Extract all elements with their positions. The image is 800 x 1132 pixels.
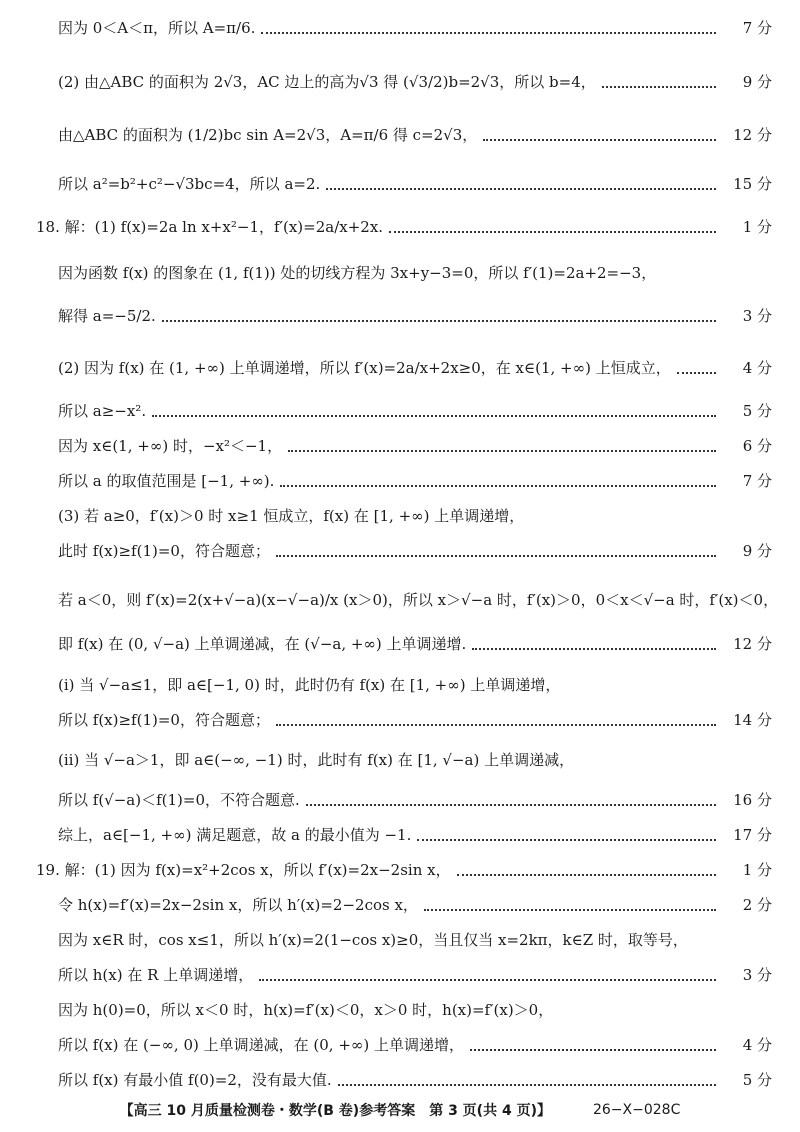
answer-line: 19. 解：(1) 因为 f(x)=x²+2cos x，所以 f′(x)=2x−2sin x， 1 分 [36, 854, 800, 884]
score-label: 15 分 [733, 174, 772, 193]
answer-line: 因为函数 f(x) 的图象在 (1, f(1)) 处的切线方程为 3x+y−3=0，所以 f′(1)=2a+2=−3， [58, 263, 657, 282]
score-label: 6 分 [742, 436, 772, 455]
page-footer [0, 1096, 800, 1124]
score-label: 9 分 [742, 541, 772, 560]
answer-line: 所以 a²=b²+c²−√3bc=4，所以 a=2. 15 分 [58, 168, 800, 198]
footer-code: 26−X−028C [592, 1102, 681, 1118]
answer-line: 因为 h(0)=0，所以 x＜0 时，h(x)=f′(x)＜0，x＞0 时，h(x)=f′(x)＞0， [58, 1000, 554, 1019]
leader-dots [472, 646, 716, 650]
leader-dots [326, 186, 716, 190]
answer-line: 所以 f(x) 在 (−∞, 0) 上单调递减，在 (0, +∞) 上单调递增， 4 分 [58, 1029, 800, 1059]
answer-line: (2) 因为 f(x) 在 (1, +∞) 上单调递增，所以 f′(x)=2a/x+2x≥0，在 x∈(1, +∞) 上恒成立， 4 分 [58, 352, 800, 382]
leader-dots [288, 448, 716, 452]
leader-dots [152, 413, 716, 417]
leader-dots [602, 84, 716, 88]
leader-dots [338, 1082, 716, 1086]
leader-dots [457, 872, 716, 876]
answer-line: (ⅰ) 当 √−a≤1，即 a∈[−1, 0) 时，此时仍有 f(x) 在 [1, +∞) 上单调递增， [58, 675, 561, 694]
answer-line: 解得 a=−5/2. 3 分 [58, 300, 800, 330]
score-label: 7 分 [742, 18, 772, 37]
leader-dots [306, 802, 716, 806]
answer-line: 所以 f(x)≥f(1)=0，符合题意； 14 分 [58, 704, 800, 734]
answer-line: 令 h(x)=f′(x)=2x−2sin x，所以 h′(x)=2−2cos x， 2 分 [58, 889, 800, 919]
score-label: 5 分 [742, 1070, 772, 1089]
score-label: 2 分 [742, 895, 772, 914]
answer-line: 因为 x∈R 时，cos x≤1，所以 h′(x)=2(1−cos x)≥0，当且仅当 x=2kπ，k∈Z 时，取等号， [58, 930, 688, 949]
score-label: 3 分 [742, 306, 772, 325]
footer-title: 【高三 10 月质量检测卷・数学(B 卷)参考答案 第 3 页(共 4 页)】 [119, 1103, 551, 1119]
answer-line: 综上，a∈[−1, +∞) 满足题意，故 a 的最小值为 −1. 17 分 [58, 819, 800, 849]
leader-dots [424, 907, 716, 911]
answer-line: 由△ABC 的面积为 (1/2)bc sin A=2√3，A=π/6 得 c=2√3， 12 分 [58, 119, 800, 149]
leader-dots [162, 318, 716, 322]
leader-dots [280, 483, 716, 487]
answer-line: 所以 h(x) 在 R 上单调递增， 3 分 [58, 959, 800, 989]
answer-line: 所以 f(√−a)＜f(1)=0，不符合题意. 16 分 [58, 784, 800, 814]
score-label: 3 分 [742, 965, 772, 984]
answer-line: (ⅱ) 当 √−a＞1，即 a∈(−∞, −1) 时，此时有 f(x) 在 [1, √−a) 上单调递减， [58, 750, 575, 769]
score-label: 16 分 [733, 790, 772, 809]
answer-line: 因为 0＜A＜π，所以 A=π/6. 7 分 [58, 12, 800, 42]
leader-dots [259, 977, 716, 981]
score-label: 12 分 [733, 634, 772, 653]
score-label: 1 分 [742, 217, 772, 236]
score-label: 1 分 [742, 860, 772, 879]
score-label: 9 分 [742, 72, 772, 91]
leader-dots [276, 722, 716, 726]
answer-line: 若 a＜0，则 f′(x)=2(x+√−a)(x−√−a)/x (x＞0)，所以 x＞√−a 时，f′(x)＞0，0＜x＜√−a 时，f′(x)＜0， [58, 590, 779, 609]
answer-line: 18. 解：(1) f(x)=2a ln x+x²−1，f′(x)=2a/x+2x. 1 分 [36, 211, 800, 241]
answer-line: 所以 a 的取值范围是 [−1, +∞). 7 分 [58, 465, 800, 495]
leader-dots [417, 837, 716, 841]
leader-dots [389, 229, 716, 233]
score-label: 14 分 [733, 710, 772, 729]
answer-line: 即 f(x) 在 (0, √−a) 上单调递减，在 (√−a, +∞) 上单调递增. 12 分 [58, 628, 800, 658]
score-label: 12 分 [733, 125, 772, 144]
answer-line: 此时 f(x)≥f(1)=0，符合题意； 9 分 [58, 535, 800, 565]
answer-line: 所以 a≥−x². 5 分 [58, 395, 800, 425]
score-label: 17 分 [733, 825, 772, 844]
leader-dots [276, 553, 716, 557]
leader-dots [483, 137, 716, 141]
score-label: 5 分 [742, 401, 772, 420]
score-label: 4 分 [742, 1035, 772, 1054]
score-label: 4 分 [742, 358, 772, 377]
answer-line: (2) 由△ABC 的面积为 2√3，AC 边上的高为√3 得 (√3/2)b=2√3，所以 b=4， 9 分 [58, 66, 800, 96]
answer-line: 所以 f(x) 有最小值 f(0)=2，没有最大值. 5 分 [58, 1064, 800, 1094]
answer-line: (3) 若 a≥0，f′(x)＞0 时 x≥1 恒成立，f(x) 在 [1, +∞) 上单调递增， [58, 506, 525, 525]
answer-line: 因为 x∈(1, +∞) 时，−x²＜−1， 6 分 [58, 430, 800, 460]
leader-dots [261, 30, 716, 34]
leader-dots [677, 370, 716, 374]
leader-dots [470, 1047, 716, 1051]
score-label: 7 分 [742, 471, 772, 490]
